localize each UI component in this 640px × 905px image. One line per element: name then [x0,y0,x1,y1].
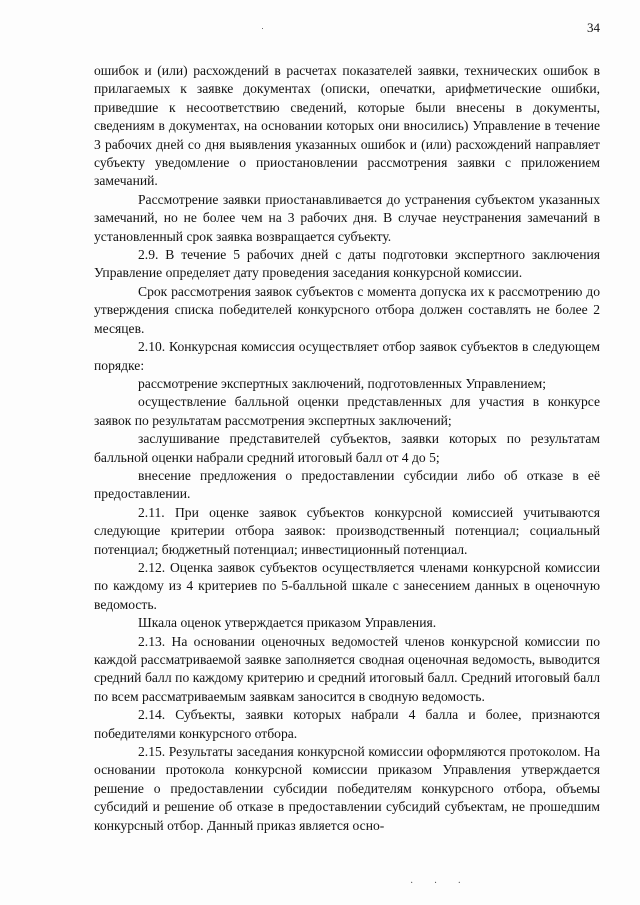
list-item-proposal: внесение предложения о предоставлении субсидии либо об отказе в её предоставлении. [94,467,600,502]
list-item-scoring: осуществление балльной оценки представленных для участия в конкурсе заявок по результатам рассмотрения экспертных заключений; [94,394,600,428]
scan-dots: · · · [410,878,470,889]
scan-artifact [262,28,263,29]
paragraph-2-9: 2.9. В течение 5 рабочих дней с даты подготовки экспертного заключения Управление определяет дату проведения заседания конкурсной комиссии. [94,247,600,281]
paragraph-2-11: 2.11. При оценке заявок субъектов конкурсной комиссией учитываются следующие критерии отбора заявок: производственный потенциал; социальный потенциал; бюджетный потенциал; инвестиционный потенциал. [94,504,600,557]
paragraph-2-13: 2.13. На основании оценочных ведомостей членов конкурсной комиссии по каждой рассматриваемой заявке заполняется сводная оценочная ведомость, выводится средний балл по каждому критерию и средний итоговый балл. Средний итоговый балл по всем рассматриваемым заявкам заносится в сводную ведомость. [94,633,600,704]
list-item-hearing: заслушивание представителей субъектов, заявки которых по результатам балльной оценки набрали средний итоговый балл от 4 до 5; [94,431,600,465]
paragraph-2-15: 2.15. Результаты заседания конкурсной комиссии оформляются протоколом. На основании протокола конкурсной комиссии приказом Управления утверждается решение о предоставлении субсидии победителям конкурсного отбора, объемы субсидий и решение об отказе в предоставлении субсидий субъектам, не прошедшим конкурсный отбор. Данный приказ является осно- [94,744,600,833]
paragraph-review-period: Срок рассмотрения заявок субъектов с момента допуска их к рассмотрению до утверждения списка победителей конкурсного отбора должен составлять не более 2 месяцев. [94,283,600,336]
paragraph-2-10: 2.10. Конкурсная комиссия осуществляет отбор заявок субъектов в следующем порядке: [94,339,600,373]
page-number: 34 [587,20,600,35]
paragraph-2-12: 2.12. Оценка заявок субъектов осуществляется членами конкурсной комиссии по каждому из 4 критериев по 5-балльной шкале с занесением данных в оценочную ведомость. [94,559,600,612]
paragraph-2-14: 2.14. Субъекты, заявки которых набрали 4 балла и более, признаются победителями конкурсного отбора. [94,707,600,741]
document-body [94,62,600,835]
paragraph-suspension: Рассмотрение заявки приостанавливается до устранения субъектом указанных замечаний, но не более чем на 3 рабочих дня. В случае неустранения замечаний в установленный срок заявка возвращается субъекту. [94,191,600,244]
paragraph-errors-notice: ошибок и (или) расхождений в расчетах показателей заявки, технических ошибок в прилагаемых к заявке документах (описки, опечатки, арифметические ошибки, приведшие к несоответствию сведений, которые были внесены в документы, сведениям в документах, на основании которых они вносились) Управление в течение 3 рабочих дней со дня выявления указанных ошибок и (или) расхождений направляет субъекту уведомление о приостановлении рассмотрения заявки с приложением замечаний. [94,63,600,189]
paragraph-scale: Шкала оценок утверждается приказом Управления. [138,615,437,631]
list-item-expert-review: рассмотрение экспертных заключений, подготовленных Управлением; [138,375,547,391]
